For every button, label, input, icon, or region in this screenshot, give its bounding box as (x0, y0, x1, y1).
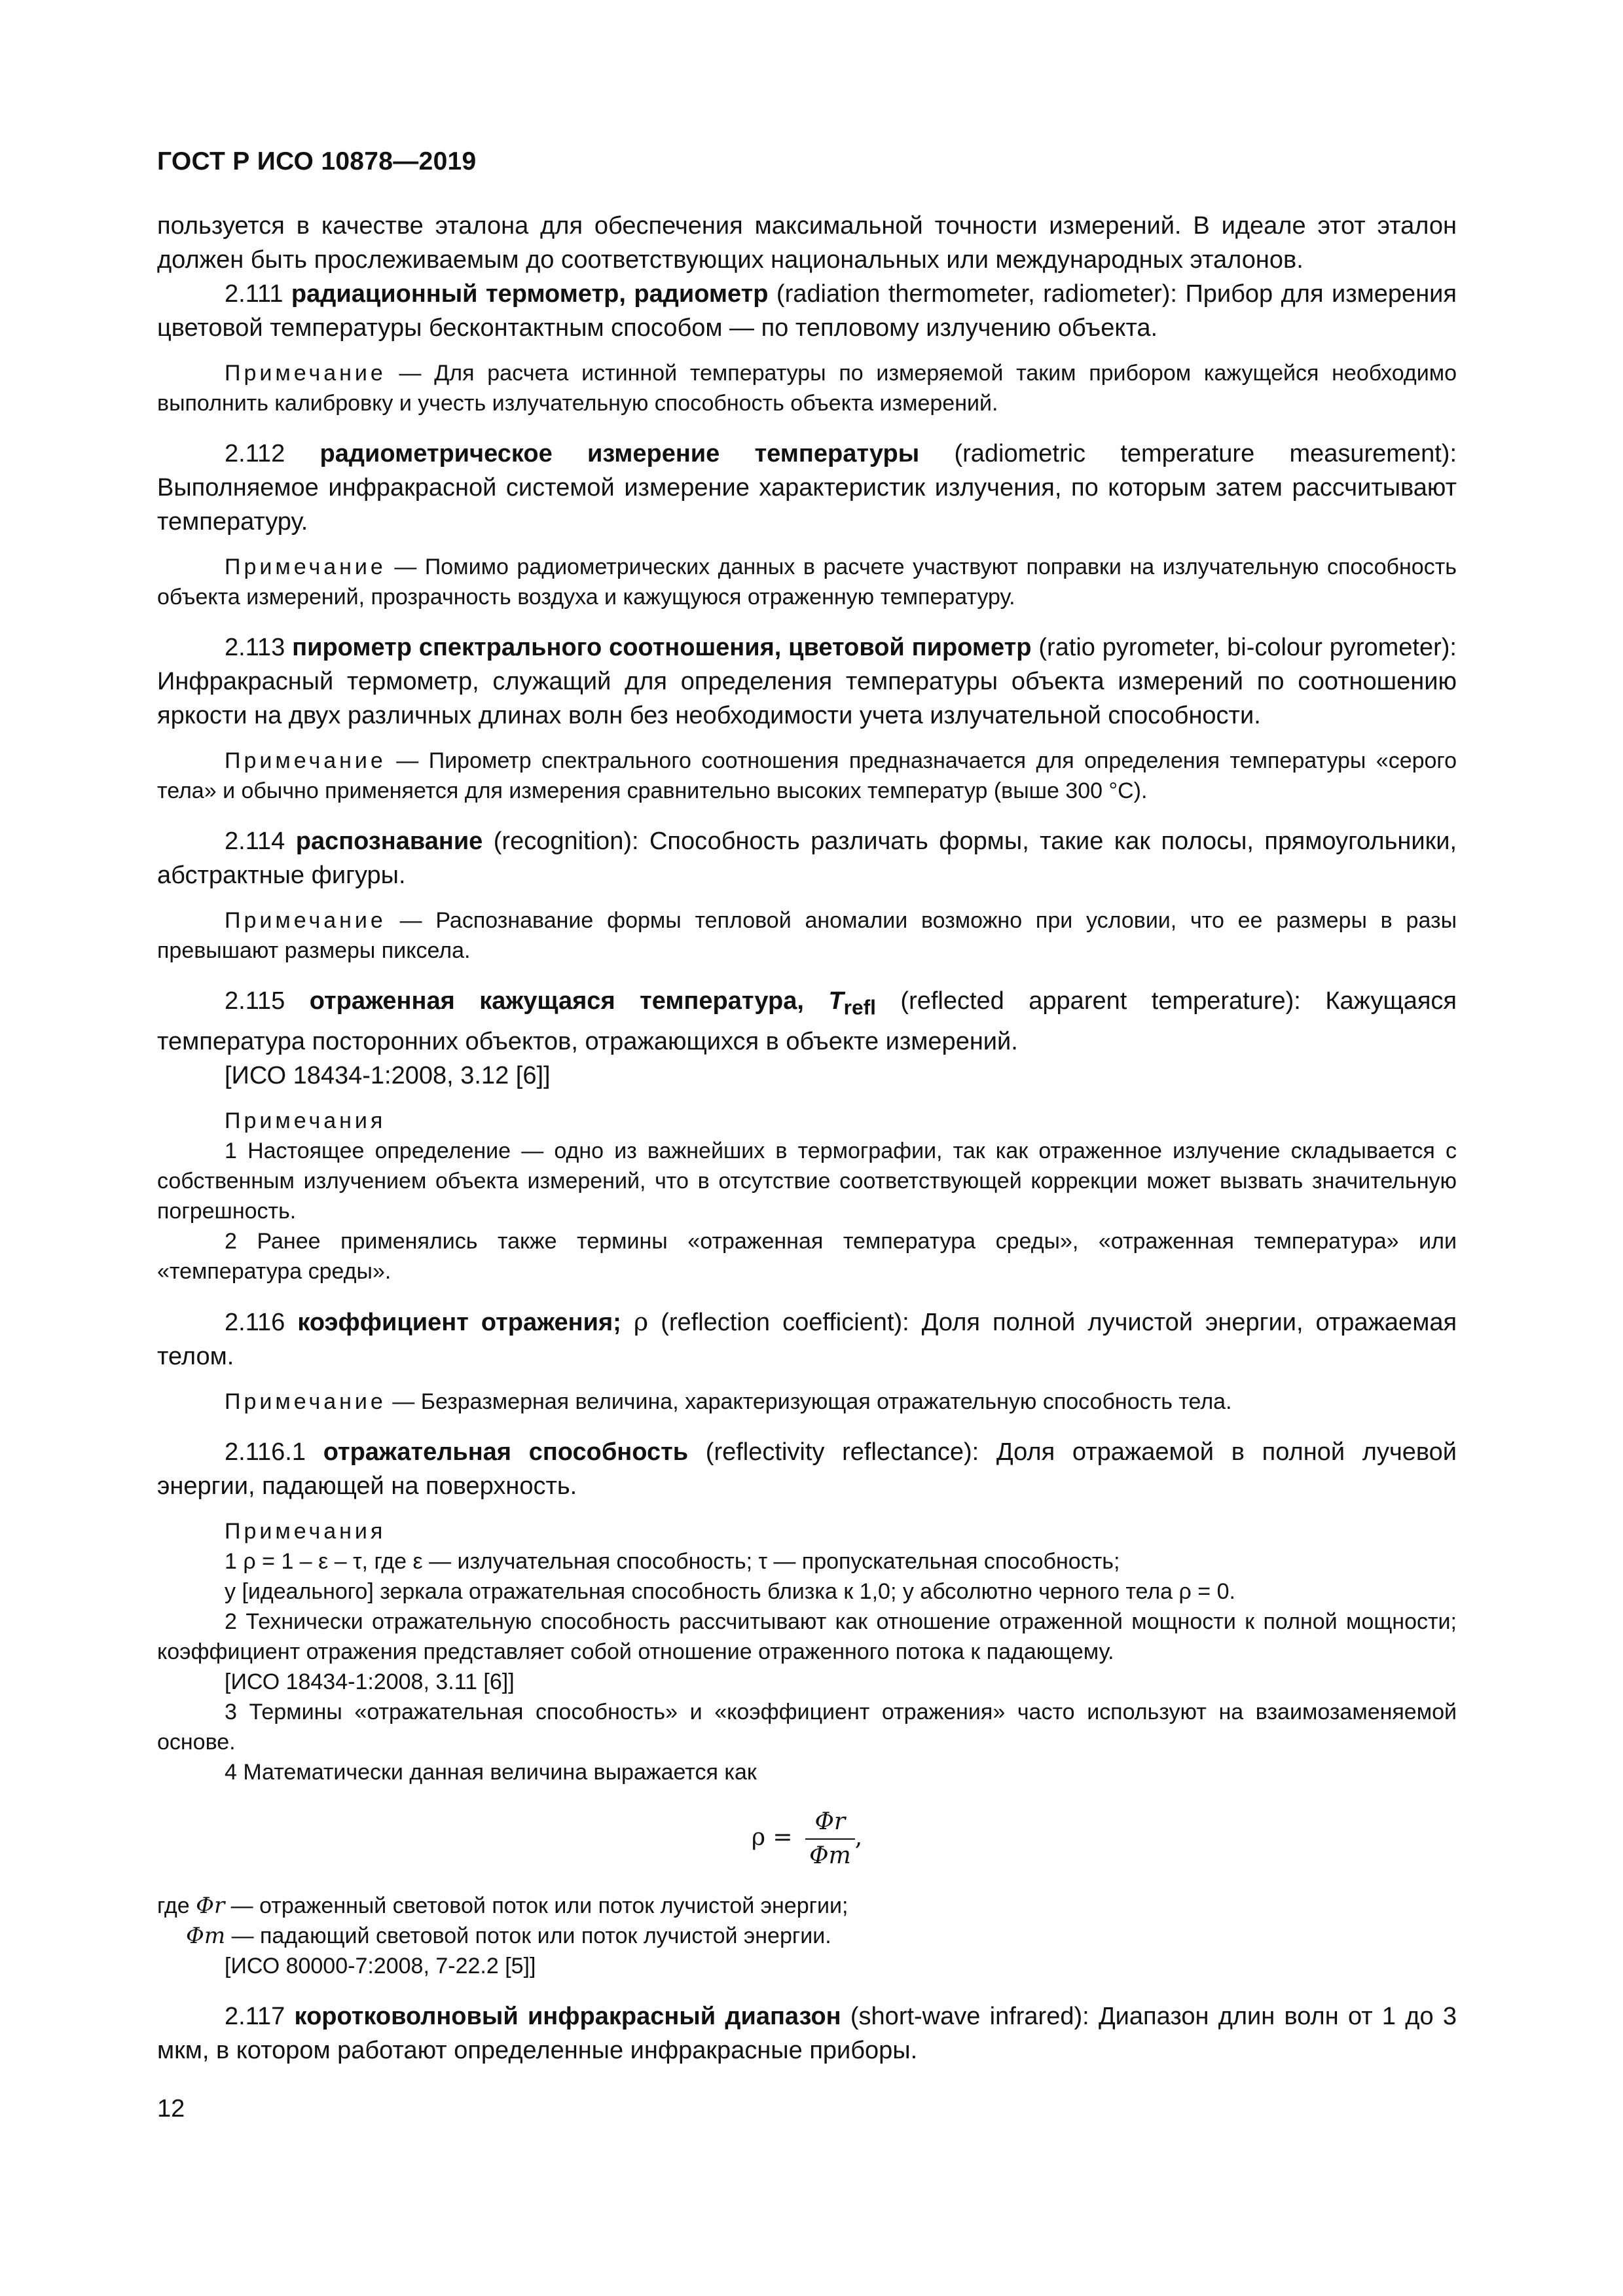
note-label: Примечание (225, 908, 386, 933)
symbol-phi-r: Φr (196, 1892, 225, 1919)
note-item: 3 Термины «отражательная способность» и «коэффициент отражения» часто используют на взаимозаменяемой основе. (157, 1699, 1457, 1755)
note-label: Примечание (225, 361, 386, 386)
entry-2-115: 2.115 отраженная кажущаяся температура, $T_{refl}$ (reflected apparent temperature): Кажущаяся температура посторонних объектов, отражающихся в объекте измерений. (157, 987, 1457, 1055)
symbol-rho: ρ (633, 1307, 649, 1336)
formula: ρ = $\frac{\Phi r}{\Phi m}$ , (157, 1807, 1457, 1871)
term: радиационный термометр, радиометр (291, 280, 769, 308)
formula-where: где Φr — отраженный световой поток или поток лучистой энергии; Φm — падающий световой поток или поток лучистой энергии. [ИСО 80000-7:2008, 7-22.2 [5]] (157, 1891, 1457, 1981)
term: коротковолновый инфракрасный диапазон (294, 2002, 841, 2030)
entry-2-117: 2.117 коротковолновый инфракрасный диапазон (short-wave infrared): Диапазон длин волн от 1 до 3 мкм, в котором работают определенные инфракрасные приборы. (157, 2002, 1457, 2064)
formula-lhs: ρ = (751, 1823, 793, 1851)
document-body (157, 209, 1457, 2068)
note-2-112: Примечание — Помимо радиометрических данных в расчете участвуют поправки на излучательную способность объекта измерений, прозрачность воздуха и кажущуюся отраженную температуру. (157, 555, 1457, 610)
document-header: ГОСТ Р ИСО 10878—2019 (157, 147, 477, 175)
page-number: 12 (157, 2095, 185, 2123)
notes-label: Примечания (225, 1518, 386, 1544)
entry-2-116-1: 2.116.1 отражательная способность (reflectivity reflectance): Доля отражаемой в полной лучевой энергии, падающей на поверхность. (157, 1438, 1457, 1500)
term: коэффициент отражения; (297, 1308, 621, 1336)
entry-2-116: 2.116 коэффициент отражения; ρ (reflection coefficient): Доля полной лучистой энергии, отражаемая телом. (157, 1307, 1457, 1370)
note-label: Примечание (225, 748, 386, 773)
term: распознавание (295, 828, 483, 855)
note-item: 4 Математически данная величина выражается как (225, 1759, 757, 1785)
symbol-sub: refl (843, 995, 876, 1019)
notes-2-115 (157, 1106, 1457, 1286)
note-item: 1 ρ = 1 – ε – τ, где ε — излучательная способность; τ — пропускательная способность; (225, 1548, 1120, 1574)
reference: [ИСО 80000-7:2008, 7-22.2 [5]] (225, 1953, 536, 1978)
document-page (157, 147, 1457, 2068)
note-item: у [идеального] зеркала отражательная способность близка к 1,0; у абсолютно черного тела ρ = 0. (225, 1578, 1235, 1604)
note-2-114: Примечание — Распознавание формы тепловой аномалии возможно при условии, что ее размеры в разы превышают размеры пиксела. (157, 908, 1457, 963)
entry-2-114: 2.114 распознавание (recognition): Способность различать формы, такие как полосы, прямоугольники, абстрактные фигуры. (157, 828, 1457, 889)
formula-denominator: Φm (809, 1842, 851, 1869)
formula-fraction (805, 1807, 855, 1871)
entry-2-112: 2.112 радиометрическое измерение температуры (radiometric temperature measurement): Выполняемое инфракрасной системой измерение характеристик излучения, по которым затем рассчитывают температуру. (157, 440, 1457, 536)
note-2-111: Примечание — Для расчета истинной температуры по измеряемой таким прибором кажущейся необходимо выполнить калибровку и учесть излучательную способность объекта измерений. (157, 361, 1457, 416)
notes-label: Примечания (225, 1108, 386, 1133)
note-2-113: Примечание — Пирометр спектрального соотношения предназначается для определения температуры «серого тела» и обычно применяется для измерения сравнительно высоких температур (выше 300 °С). (157, 748, 1457, 803)
symbol-t: T (828, 987, 844, 1015)
note-item: 2 Ранее применялись также термины «отраженная температура среды», «отраженная температура» или «температура среды». (157, 1228, 1457, 1284)
term: отраженная кажущаяся температура, (309, 987, 804, 1015)
term: отражательная способность (323, 1438, 689, 1466)
note-item: 1 Настоящее определение — одно из важнейших в термографии, так как отраженное излучение складывается с собственным излучением объекта измерений, что в отсутствие соответствующей коррекции может вызвать значительную погрешность. (157, 1138, 1457, 1224)
term: пирометр спектрального соотношения, цветовой пирометр (292, 634, 1032, 661)
note-label: Примечание (225, 555, 386, 579)
note-item: 2 Технически отражательную способность рассчитывают как отношение отраженной мощности к полной мощности; коэффициент отражения представляет собой отношение отраженного потока к падающему. (157, 1609, 1457, 1664)
entry-2-111: 2.111 радиационный термометр, радиометр (radiation thermometer, radiometer): Прибор для измерения цветовой температуры бесконтактным способом — по тепловому излучению объекта. (157, 280, 1457, 342)
symbol-phi-m: Φm (186, 1922, 226, 1949)
formula-numerator: Φr (805, 1807, 855, 1840)
reference: [ИСО 18434-1:2008, 3.12 [6]] (225, 1061, 551, 1089)
note-label: Примечание (225, 1389, 386, 1414)
notes-2-116-1 (157, 1516, 1457, 1981)
entry-2-113: 2.113 пирометр спектрального соотношения, цветовой пирометр (ratio pyrometer, bi-colour pyrometer): Инфракрасный термометр, служащий для определения температуры объекта измерений по соотношению яркости на двух различных длинах волн без необходимости учета излучательной способности. (157, 634, 1457, 729)
term: радиометрическое измерение температуры (319, 440, 920, 467)
reference: [ИСО 18434-1:2008, 3.11 [6]] (225, 1669, 515, 1694)
intro-paragraph: пользуется в качестве эталона для обеспечения максимальной точности измерений. В идеале этот эталон должен быть прослеживаемым до соответствующих национальных или международных эталонов. (157, 212, 1457, 274)
note-2-116: Примечание — Безразмерная величина, характеризующая отражательную способность тела. (225, 1389, 1232, 1414)
